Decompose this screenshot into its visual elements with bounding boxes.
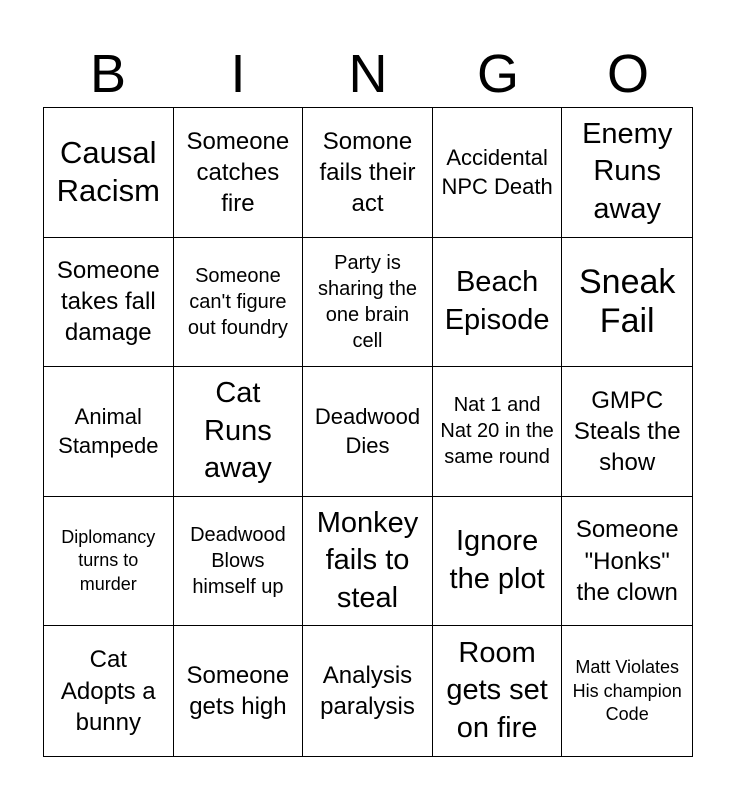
bingo-cell-r3c3[interactable] [303,367,433,497]
cell-text: Monkey fails to steal [316,506,419,614]
cell-text: Sneak Fail [578,262,676,340]
header-letter-b: B [89,44,127,104]
cell-text: GMPC Steals the show [573,386,681,477]
bingo-cell-r5c4[interactable] [433,626,563,756]
bingo-cell-r4c1[interactable] [44,497,174,627]
cell-text: Causal Racism [56,135,160,209]
cell-text: Someone takes fall damage [56,257,160,347]
bingo-cell-r2c1[interactable] [44,238,174,368]
cell-text: Somone fails their act [319,127,416,217]
bingo-cell-r5c5[interactable] [562,626,692,756]
cell-text: Analysis paralysis [320,662,415,721]
cell-text: Cat Adopts a bunny [60,646,156,736]
bingo-cell-r3c2[interactable] [174,367,304,497]
bingo-cell-r3c5[interactable] [562,367,692,497]
bingo-cell-r5c1[interactable] [44,626,174,756]
header-letter-o: O [606,44,649,104]
bingo-cell-r2c5[interactable] [562,238,692,368]
bingo-cell-r1c3[interactable] [303,108,433,238]
header-letter-i: I [230,44,246,104]
bingo-board [43,107,693,757]
bingo-cell-r1c1[interactable] [44,108,174,238]
bingo-cell-r4c5[interactable] [562,497,692,627]
bingo-cell-r4c2[interactable] [174,497,304,627]
bingo-cell-r2c2[interactable] [174,238,304,368]
cell-text: Someone can't figure out foundry [187,264,288,339]
bingo-cell-r1c5[interactable] [562,108,692,238]
cell-text: Nat 1 and Nat 20 in the same round [440,394,554,469]
cell-text: Diplomancy turns to murder [61,527,156,594]
header-letter-g: G [476,44,519,104]
cell-text: Enemy Runs away [582,117,673,226]
cell-text: Deadwood Blows himself up [190,524,286,599]
cell-text: Ignore the plot [449,525,545,596]
cell-text: Someone gets high [186,662,290,721]
cell-text: Accidental NPC Death [441,145,553,200]
bingo-cell-r2c4[interactable] [433,238,563,368]
cell-text: Someone catches fire [186,127,290,217]
bingo-cell-r3c1[interactable] [44,367,174,497]
cell-text: Beach Episode [444,266,550,336]
bingo-cell-r4c3[interactable] [303,497,433,627]
bingo-cell-r1c4[interactable] [433,108,563,238]
cell-text: Matt Violates His champion Code [572,657,682,724]
bingo-cell-r5c3[interactable] [303,626,433,756]
bingo-header [43,40,693,108]
cell-text: Someone "Honks" the clown [575,516,679,606]
cell-text: Room gets set on fire [446,636,548,745]
bingo-cell-r3c4[interactable] [433,367,563,497]
bingo-cell-r5c2[interactable] [174,626,304,756]
cell-text: Party is sharing the one brain cell [318,251,417,352]
bingo-cell-r4c4[interactable] [433,497,563,627]
bingo-cell-r1c2[interactable] [174,108,304,238]
cell-text: Cat Runs away [204,376,272,485]
cell-text: Deadwood Dies [314,404,421,459]
bingo-cell-r2c3[interactable] [303,238,433,368]
header-letter-n: N [348,44,388,104]
cell-text: Animal Stampede [58,404,159,459]
